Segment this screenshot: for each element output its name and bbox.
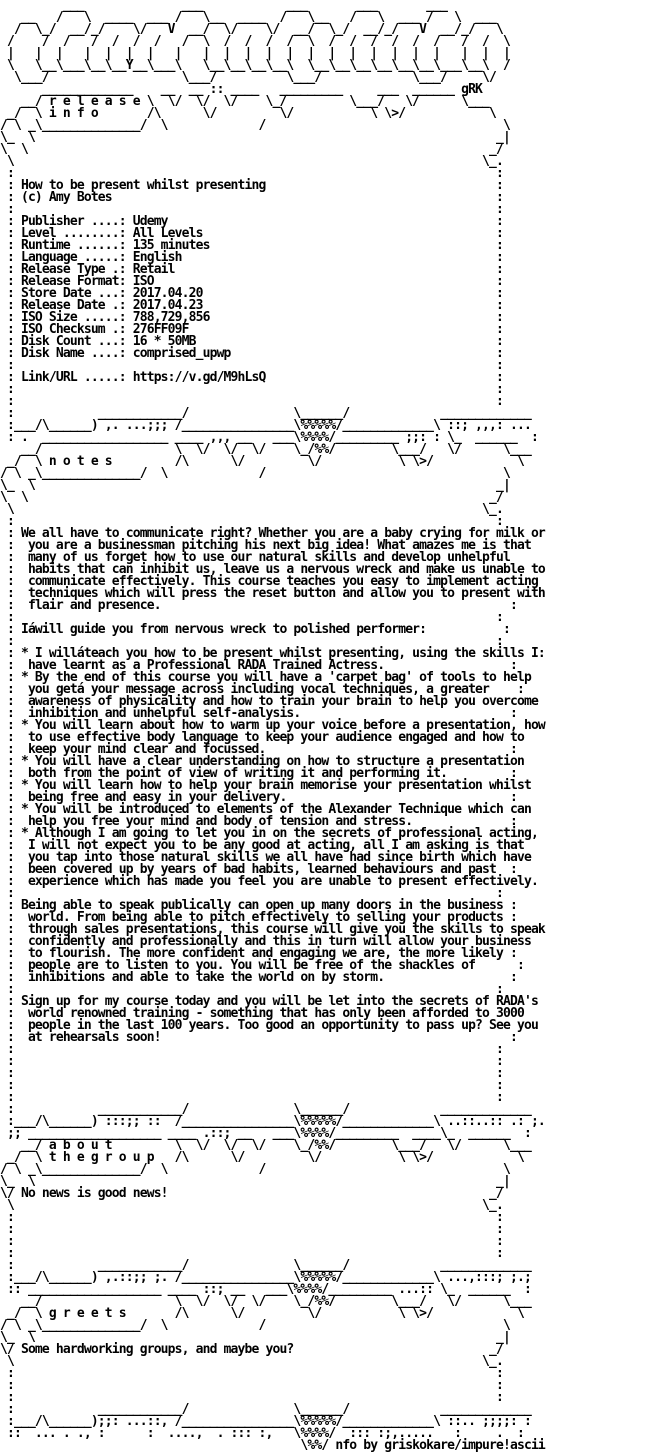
nfo-line: : :: [0, 886, 503, 901]
nfo-line: : :: [0, 1078, 503, 1093]
nfo-line: : :: [0, 1378, 503, 1393]
nfo-line: / / / / / / / / \ / / / / \ / / / / / / / / \: [0, 34, 510, 49]
nfo-line: / \_/ __/_/ \/ V __/ \/ \/ __/ \_/ __/_/ V __/_/ \: [0, 22, 503, 37]
nfo-line: :___/\______) ,. ...;;; /________________\%%%%%/_____________\ ::; ,,,: ...: [0, 418, 531, 433]
nfo-line: : techniques which will press the reset button and allow you to present with: [0, 586, 545, 601]
nfo-line: : Language .....: English :: [0, 250, 503, 265]
nfo-line: \ \_.: [0, 154, 503, 169]
nfo-line: : :: [0, 1390, 503, 1405]
nfo-line: : Release Type .: Retail :: [0, 262, 503, 277]
nfo-line: \___/ \___/ \___/ \___/ \/: [0, 70, 497, 85]
nfo-line: : ____________/ \______/ _____________: [0, 406, 531, 421]
nfo-line: : How to be present whilst presenting :: [0, 178, 503, 193]
nfo-line: : :: [0, 1042, 503, 1057]
nfo-line: : :: [0, 394, 503, 409]
nfo-line: : ____________/ \______/ _____________: [0, 1402, 531, 1417]
nfo-line: : :: [0, 1054, 503, 1069]
nfo-line: : Disk Count ...: 16 * 50MB :: [0, 334, 503, 349]
nfo-line: : experience which has made you feel you are unable to present effectively.: [0, 874, 538, 889]
nfo-line: __/ r e l e a s e \ \/ \/ \/ \_/ \___/ \/ \___: [0, 94, 490, 109]
nfo-line: : world. From being able to pitch effectively to selling your products :: [0, 910, 517, 925]
nfo-line: __ / \ ____ ___ / \__ ____ / \__ / \ ___ / \ ___: [0, 10, 497, 25]
nfo-line: _____________ __ __ :: ____ _________ ___ ______ gRK: [0, 82, 483, 97]
nfo-line: : :: [0, 1234, 503, 1249]
nfo-line: : :: [0, 1090, 503, 1105]
nfo-line: :: ... . ., : : ...., . ::: :, \%%%%/ ::: :;,..... : . :: [0, 1426, 524, 1441]
nfo-line: / \ _\______________/ \ / \: [0, 118, 510, 133]
nfo-line: : :: [0, 202, 503, 217]
nfo-line: : * By the end of this course you will have a 'carpet bag' of tools to help: [0, 670, 531, 685]
nfo-line: : inhibitions and able to take the world on by storm. :: [0, 970, 517, 985]
nfo-line: __/ \ \/ \/ \/ \_/%%/ \___/ \/ \___: [0, 1294, 531, 1309]
nfo-line: : Disk Name ....: comprised_upwp :: [0, 346, 503, 361]
nfo-line: : * You will learn about how to warm up your voice before a presentation, how: [0, 718, 545, 733]
nfo-line: : * I willáteach you how to be present whilst presenting, using the skills I:: [0, 646, 545, 661]
nfo-line: : confidently and professionally and this in turn will allow your business: [0, 934, 531, 949]
nfo-line: : habits that can inhibit us, leave us a nervous wreck and make us unable to: [0, 562, 545, 577]
nfo-line: : many of us forget how to use our natural skills and develop unhelpful: [0, 550, 510, 565]
nfo-line: / \ _\______________/ \ / \: [0, 1162, 510, 1177]
nfo-line: : I will not expect you to be any good at acting, all I am asking is that: [0, 838, 524, 853]
nfo-line: \_ \ _|: [0, 478, 510, 493]
nfo-line: :___/\______);;: ...::, /________________\%%%%%/_____________\ ::.. ;;;;: :: [0, 1414, 531, 1429]
nfo-line: : you getá your message across including vocal techniques, a greater :: [0, 682, 524, 697]
nfo-line: : help you free your mind and body of tension and stress. :: [0, 814, 517, 829]
nfo-line: _/ \ n o t e s /\ \/ \/ \ \>/ \: [0, 454, 524, 469]
nfo-line: : . __________________ ____ ,,, __ ___\%%%%/_________ ;;: : \_ ______ :: [0, 430, 538, 445]
nfo-line: :: ___________________ ____ ::; __ ___\%%%%/_________ ...:: \_ ______ :: [0, 1282, 531, 1297]
nfo-line: ;; ___________________ ____ .::; __ ___\%%%%/_________ ____\_ ______ :: [0, 1126, 531, 1141]
nfo-line: \ \_.: [0, 502, 503, 517]
nfo-line: : communicate effectively. This course teaches you easy to implement acting: [0, 574, 538, 589]
nfo-line: : Release Date .: 2017.04.23 :: [0, 298, 503, 313]
nfo-line: : :: [0, 382, 503, 397]
nfo-line: : ISO Size .....: 788,729,856 :: [0, 310, 503, 325]
nfo-line: : :: [0, 358, 503, 373]
nfo-line: \_ \ _|: [0, 130, 510, 145]
nfo-line: _/ \ i n f o /\ \/ \/ \ \>/ \: [0, 106, 497, 121]
nfo-line: : you are a businessman pitching his next big idea! What amazes me is that: [0, 538, 531, 553]
nfo-line: : through sales presentations, this course will give you the skills to speak: [0, 922, 545, 937]
nfo-line: : keep your mind clear and focussed. :: [0, 742, 517, 757]
nfo-line: : Store Date ...: 2017.04.20 :: [0, 286, 503, 301]
nfo-line: \ \ _/: [0, 490, 503, 505]
nfo-line: \/ Some hardworking groups, and maybe you? _/: [0, 1342, 503, 1357]
nfo-line: \ \ _/: [0, 142, 503, 157]
nfo-line: __/ a b o u t \ \/ \/ \/ \_/%%/ \___/ \/ \___: [0, 1138, 531, 1153]
nfo-line: \ \_.: [0, 1354, 503, 1369]
nfo-line: : :: [0, 1066, 503, 1081]
nfo-line: : people in the last 100 years. Too good an opportunity to pass up? See you: [0, 1018, 538, 1033]
nfo-line: : at rehearsals soon! :: [0, 1030, 517, 1045]
nfo-line: : Release Format: ISO :: [0, 274, 503, 289]
nfo-line: : :: [0, 610, 503, 625]
nfo-line: : (c) Amy Botes :: [0, 190, 503, 205]
nfo-line: / \ _\______________/ \ / \: [0, 466, 510, 481]
nfo-line: _/ \ g r e e t s /\ \/ \/ \ \>/ \: [0, 1306, 524, 1321]
nfo-line: : ____________/ \______/ _____________: [0, 1102, 531, 1117]
nfo-line: : :: [0, 1246, 503, 1261]
nfo-line: : have learnt as a Professional RADA Trained Actress. :: [0, 658, 517, 673]
nfo-line: : :: [0, 982, 503, 997]
nfo-line: : :: [0, 1222, 503, 1237]
nfo-line: / \ _\______________/ \ / \: [0, 1318, 510, 1333]
nfo-line: : * You will have a clear understanding on how to structure a presentation: [0, 754, 524, 769]
nfo-line: \ \_.: [0, 1198, 503, 1213]
nfo-line: : ISO Checksum .: 276FF09F :: [0, 322, 503, 337]
nfo-line: : both from the point of view of writing it and performing it. :: [0, 766, 517, 781]
nfo-line: : you tap into those natural skills we all have had since birth which have: [0, 850, 531, 865]
nfo-line: \%%/ nfo by griskokare/impure!ascii: [0, 1438, 545, 1453]
nfo-line: : people are to listen to you. You will be free of the shackles of :: [0, 958, 524, 973]
nfo-line: : Publisher ....: Udemy :: [0, 214, 503, 229]
nfo-line: : :: [0, 1210, 503, 1225]
nfo-line: \/ No news is good news! _/: [0, 1186, 503, 1201]
nfo-line: : being free and easy in your delivery. :: [0, 790, 517, 805]
nfo-line: : awareness of physicality and how to train your brain to help you overcome: [0, 694, 538, 709]
nfo-line: | | | | | | | | | | | | | | | | | | | | | | |: [0, 46, 510, 61]
nfo-line: : * You will learn how to help your brain memorise your presentation whilst: [0, 778, 531, 793]
nfo-line: \_ \ _|: [0, 1330, 510, 1345]
nfo-line: : * Although I am going to let you in on the secrets of professional acting,: [0, 826, 538, 841]
nfo-line: :___/\______) ,.::;; ;. /________________\%%%%%/_____________\ ...,:::; ;.;: [0, 1270, 531, 1285]
nfo-line: : flair and presence. :: [0, 598, 517, 613]
nfo-line: : Link/URL .....: https://v.gd/M9hLsQ :: [0, 370, 503, 385]
nfo-line: :___/\______) :::;; :: /________________\%%%%%/_____________\ ..::..:: .: ;.: [0, 1114, 545, 1129]
nfo-line: : :: [0, 634, 503, 649]
nfo-line: \_ \ _|: [0, 1174, 510, 1189]
nfo-line: : ____________/ \______/ _____________: [0, 1258, 531, 1273]
nfo-line: : Iáwill guide you from nervous wreck to polished performer: :: [0, 622, 510, 637]
nfo-line: : world renowned training - something that has only been afforded to 3000: [0, 1006, 524, 1021]
nfo-line: : We all have to communicate right? Whether you are a baby crying for milk or: [0, 526, 545, 541]
nfo-line: : Sign up for my course today and you will be let into the secrets of RADA's: [0, 994, 538, 1009]
nfo-line: : Runtime ......: 135 minutes :: [0, 238, 503, 253]
nfo-line: \ \__\___\__\__Y__\___\ \__\__\__\__\ \__\__\__\__\__\__\___\__\ /: [0, 58, 510, 73]
nfo-line: : to use effective body language to keep your audience engaged and how to: [0, 730, 524, 745]
nfo-line: : Being able to speak publically can open up many doors in the business :: [0, 898, 517, 913]
nfo-line: : :: [0, 514, 503, 529]
nfo-line: : to flourish. The more confident and engaging we are, the more likely :: [0, 946, 517, 961]
nfo-line: _/ \ t h e g r o u p /\ \/ \/ \ \>/ \: [0, 1150, 524, 1165]
nfo-line: : * You will be introduced to elements of the Alexander Technique which can: [0, 802, 531, 817]
nfo-line: __/ \ \/ \/ \/ \_/%%/ \___/ \/ \___: [0, 442, 531, 457]
nfo-line: : :: [0, 166, 503, 181]
nfo-line: : Level ........: All Levels :: [0, 226, 503, 241]
nfo-line: : :: [0, 1366, 503, 1381]
nfo-line: : inhibition and unhelpful self-analysis. :: [0, 706, 517, 721]
nfo-line: : been covered up by years of bad habits, learned behaviours and past :: [0, 862, 517, 877]
nfo-line: ___ ___ ___ ___ ___: [0, 0, 448, 13]
